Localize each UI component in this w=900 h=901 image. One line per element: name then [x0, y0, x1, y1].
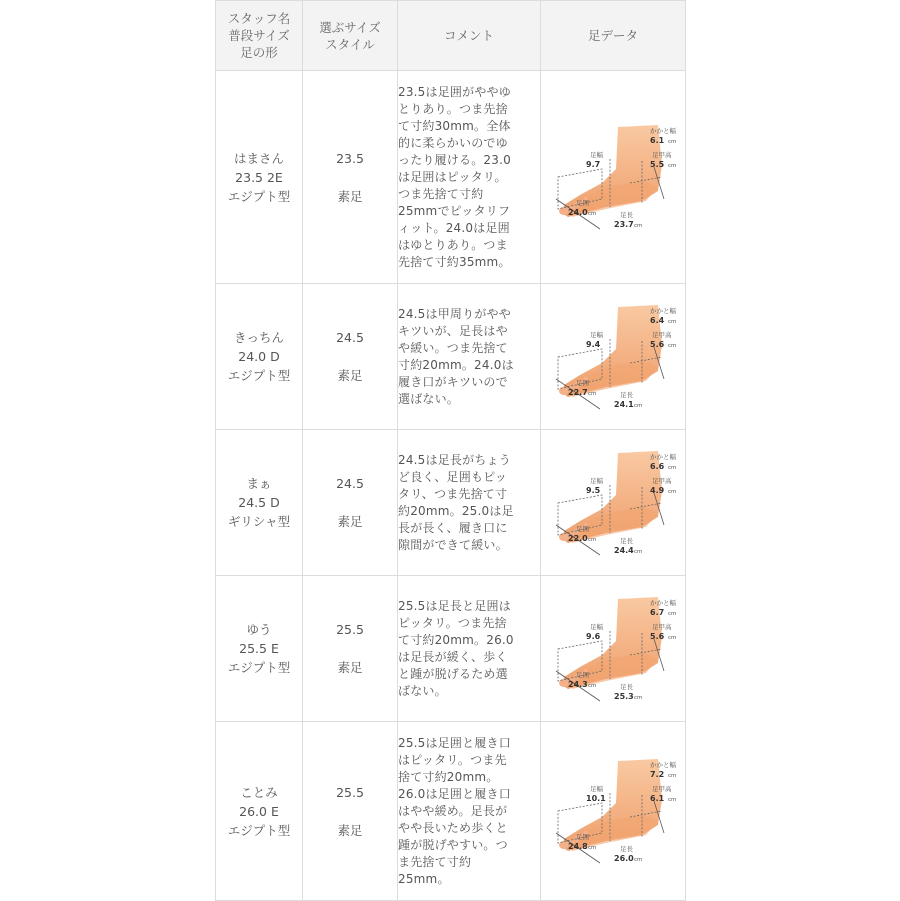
comment-line: て寸約20mm。26.0: [398, 632, 514, 647]
comment-line: とりあり。つま先捨: [398, 101, 508, 116]
foot-width-value: 9.4: [586, 339, 601, 349]
instep-unit: cm: [668, 342, 677, 349]
comment-line: はやや緩め。足長が: [398, 803, 508, 818]
staff-usual-size: 24.5 D: [238, 495, 280, 510]
instep-value: 6.1: [650, 794, 665, 803]
comment-line: や緩い。つま先捨て: [398, 340, 508, 355]
girth-label: 足囲: [576, 833, 589, 841]
staff-name: ゆう: [246, 622, 272, 637]
instep-label: 足甲高: [652, 622, 672, 631]
table-row: [216, 71, 686, 284]
foot-diagram: [546, 121, 680, 233]
header-staff-line: 足の形: [240, 45, 278, 60]
comment-line: つま先捨て寸約: [398, 186, 484, 201]
foot-data-cell: [541, 722, 686, 901]
heel-width-value: 7.2: [650, 770, 665, 779]
heel-width-label: かかと幅: [650, 761, 676, 769]
instep-value: 5.6: [650, 339, 665, 349]
heel-width-unit: cm: [668, 610, 677, 617]
instep-value: 5.5: [650, 160, 665, 169]
foot-width-value: 9.5: [586, 485, 601, 495]
comment-line: 25.5は足長と足囲は: [398, 598, 511, 613]
comment-line: て寸約30mm。全体: [398, 118, 511, 133]
staff-name: ことみ: [240, 784, 278, 800]
foot-diagram: [546, 593, 680, 705]
comment-line: 捨て寸約20mm。: [398, 769, 499, 784]
length-unit: cm: [634, 857, 643, 863]
header-row: [216, 1, 686, 71]
comment-line: はピッタリ。つま先: [398, 752, 507, 767]
heel-width-label: かかと幅: [650, 452, 676, 461]
instep-label: 足甲高: [652, 151, 672, 159]
girth-value: 24.0: [568, 208, 588, 217]
girth-value: 24.3: [568, 679, 588, 689]
header-staff-line: スタッフ名: [227, 11, 291, 26]
heel-width-label: かかと幅: [650, 306, 676, 315]
comment-cell: [398, 722, 541, 901]
header-staff-line: 普段サイズ: [228, 28, 290, 43]
instep-value: 5.6: [650, 631, 665, 641]
foot-width-value: 9.6: [586, 631, 601, 641]
table-row: [216, 576, 686, 722]
instep-unit: cm: [668, 634, 677, 641]
girth-unit: cm: [588, 536, 597, 543]
foot-width-label: 足幅: [590, 622, 603, 631]
instep-label: 足甲高: [652, 785, 672, 793]
length-value: 24.1: [614, 399, 634, 409]
girth-label: 足囲: [576, 670, 589, 679]
comment-line: は足長が緩く、歩く: [398, 649, 508, 664]
staff-size-table: [215, 0, 686, 901]
comment-line: 25.5は足囲と履き口: [398, 735, 511, 750]
girth-label: 足囲: [576, 378, 589, 387]
staff-usual-size: 24.0 D: [238, 349, 280, 364]
chosen-size: 24.5: [336, 330, 364, 345]
staff-foot-shape: エジプト型: [227, 822, 291, 838]
instep-label: 足甲高: [652, 330, 672, 339]
comment-line: やや長いため歩くと: [398, 820, 508, 835]
staff-cell: [216, 284, 303, 430]
length-unit: cm: [634, 402, 643, 409]
style: 素足: [337, 188, 363, 204]
heel-width-unit: cm: [668, 139, 677, 145]
chosen-size: 24.5: [336, 476, 364, 491]
comment-line: はゆとりあり。つま: [398, 237, 508, 252]
heel-width-label: かかと幅: [650, 598, 676, 607]
foot-illustration: [559, 305, 662, 397]
foot-width-label: 足幅: [590, 151, 603, 159]
foot-width-value: 10.1: [586, 794, 606, 803]
foot-illustration: [559, 451, 662, 543]
foot-illustration: [559, 125, 662, 217]
heel-width-value: 6.6: [650, 461, 665, 471]
heel-width-value: 6.7: [650, 607, 665, 617]
girth-unit: cm: [588, 845, 597, 851]
comment-line: キツいが、足長はや: [398, 323, 508, 338]
length-value: 25.3: [614, 691, 634, 701]
staff-cell: [216, 722, 303, 901]
comment-line: 選ばない。: [398, 391, 460, 406]
chosen-size: 23.5: [336, 150, 364, 166]
comment-line: タリ、つま先捨て寸: [398, 486, 508, 501]
comment-line: 踵が脱げやすい。つ: [398, 837, 508, 852]
table-row: [216, 430, 686, 576]
comment-line: ま先捨て寸約: [398, 854, 472, 869]
chosen-size: 25.5: [336, 622, 364, 637]
staff-name: きっちん: [233, 330, 284, 345]
style: 素足: [337, 822, 363, 838]
length-value: 23.7: [614, 220, 634, 229]
comment-line: 23.5は足囲がややゆ: [398, 84, 511, 99]
length-unit: cm: [634, 694, 643, 701]
style: 素足: [337, 368, 363, 383]
staff-name: はまさん: [233, 150, 284, 166]
size-cell: [303, 576, 398, 722]
girth-unit: cm: [588, 390, 597, 397]
girth-value: 24.8: [568, 842, 588, 851]
comment-line: と踵が脱げるため選: [398, 666, 508, 681]
chosen-size: 25.5: [336, 784, 364, 800]
comment-line: 24.5は足長がちょう: [398, 452, 511, 467]
foot-diagram: [546, 301, 680, 413]
staff-usual-size: 26.0 E: [239, 803, 279, 819]
heel-width-value: 6.4: [650, 315, 665, 325]
staff-usual-size: 23.5 2E: [235, 169, 283, 185]
comment-line: ピッタリ。つま先捨: [398, 615, 507, 630]
instep-label: 足甲高: [652, 476, 672, 485]
staff-foot-shape: エジプト型: [227, 188, 291, 204]
length-unit: cm: [634, 548, 643, 555]
style: 素足: [337, 514, 363, 529]
heel-width-unit: cm: [668, 773, 677, 779]
comment-line: ど良く、足囲もピッ: [398, 469, 508, 484]
table-body: [216, 71, 686, 901]
size-cell: [303, 71, 398, 284]
girth-value: 22.0: [568, 533, 588, 543]
heel-width-unit: cm: [668, 464, 677, 471]
comment-line: 長が長く、履き口に: [398, 520, 508, 535]
comment-line: ィット。24.0は足囲: [398, 220, 510, 235]
instep-unit: cm: [668, 163, 677, 169]
foot-data-cell: [541, 284, 686, 430]
comment-cell: [398, 576, 541, 722]
foot-width-label: 足幅: [590, 785, 603, 793]
foot-data-cell: [541, 71, 686, 284]
length-label: 足長: [620, 845, 633, 853]
girth-unit: cm: [588, 682, 597, 689]
staff-cell: [216, 71, 303, 284]
size-cell: [303, 284, 398, 430]
table-row: [216, 722, 686, 901]
length-value: 24.4: [614, 545, 634, 555]
foot-diagram: [546, 755, 680, 867]
comment-line: 26.0は足囲と履き口: [398, 786, 511, 801]
comment-line: 先捨て寸約35mm。: [398, 254, 511, 269]
foot-diagram: [546, 447, 680, 559]
comment-line: は足囲はピッタリ。: [398, 169, 507, 184]
girth-label: 足囲: [576, 524, 589, 533]
comment-line: 寸約20mm。24.0は: [398, 357, 514, 372]
comment-cell: [398, 71, 541, 284]
comment-cell: [398, 284, 541, 430]
comment-line: 約20mm。25.0は足: [398, 503, 514, 518]
comment-line: 隙間ができて緩い。: [398, 537, 508, 552]
foot-width-value: 9.7: [586, 160, 601, 169]
girth-value: 22.7: [568, 387, 588, 397]
header-size-line: スタイル: [325, 36, 375, 52]
header-size-line: 選ぶサイズ: [319, 19, 381, 35]
staff-cell: [216, 430, 303, 576]
heel-width-label: かかと幅: [650, 127, 676, 135]
length-label: 足長: [620, 682, 633, 691]
comment-line: ばない。: [398, 683, 447, 698]
foot-data-cell: [541, 430, 686, 576]
instep-value: 4.9: [650, 485, 665, 495]
instep-unit: cm: [668, 797, 677, 803]
size-cell: [303, 430, 398, 576]
header-foot: 足データ: [541, 1, 686, 71]
header-staff: [216, 1, 303, 71]
header-size: [303, 1, 398, 71]
length-value: 26.0: [614, 854, 634, 863]
comment-line: 25mmでピッタリフ: [398, 203, 511, 218]
size-cell: [303, 722, 398, 901]
comment-line: ったり履ける。23.0: [398, 152, 511, 167]
staff-name: まぁ: [246, 476, 272, 491]
comment-cell: [398, 430, 541, 576]
staff-foot-shape: エジプト型: [227, 368, 291, 383]
comment-line: 的に柔らかいのでゆ: [398, 135, 508, 150]
girth-unit: cm: [588, 211, 597, 217]
length-unit: cm: [634, 223, 643, 229]
comment-line: 25mm。: [398, 871, 450, 886]
table-row: [216, 284, 686, 430]
length-label: 足長: [620, 390, 633, 399]
instep-unit: cm: [668, 488, 677, 495]
comment-line: 24.5は甲周りがやや: [398, 306, 511, 321]
girth-label: 足囲: [576, 199, 589, 207]
heel-width-value: 6.1: [650, 136, 665, 145]
length-label: 足長: [620, 536, 633, 545]
staff-usual-size: 25.5 E: [239, 641, 279, 656]
staff-cell: [216, 576, 303, 722]
foot-data-cell: [541, 576, 686, 722]
heel-width-unit: cm: [668, 318, 677, 325]
style: 素足: [337, 660, 363, 675]
length-label: 足長: [620, 211, 633, 219]
foot-width-label: 足幅: [590, 330, 603, 339]
comment-line: 履き口がキツいので: [398, 374, 508, 389]
staff-foot-shape: ギリシャ型: [227, 514, 291, 529]
foot-width-label: 足幅: [590, 476, 603, 485]
staff-foot-shape: エジプト型: [227, 660, 291, 675]
header-comment: コメント: [398, 1, 541, 71]
